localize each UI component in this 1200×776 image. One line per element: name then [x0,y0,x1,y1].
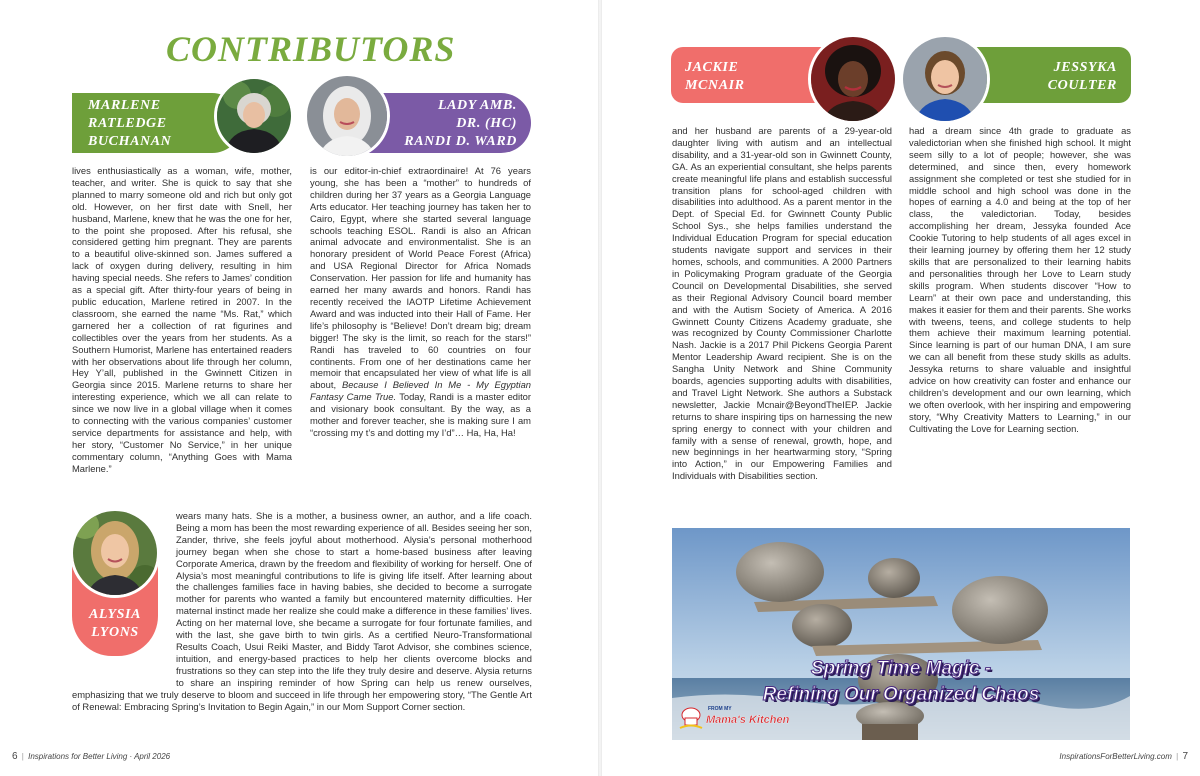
jessyka-name-line-2: COULTER [1047,78,1117,93]
right-page-number: 7 [1182,751,1188,762]
footer-divider: | [21,752,24,761]
right-page-footer [1059,751,1188,762]
jackie-bio-text: and her husband are parents of a 29-year-old daughter living with autism and an intellectual disability, and a 31-year-old son in Gwinnett County, GA. As an experiential consultant, she helps parents create meaningful life plans and establish successful transition plans for school-aged children with disabilities into adulthood. As a parent mentor in the Dept. of Special Ed. for Gwinnett County Public School Sys., she helps families understand the Individual Education Program for special education students navigate support and services in their homes, schools, and communities. A 2000 Partners in Policymaking Program graduate of the Georgia Council on Developmental Disabilities, she served as their Regional Advisory Council board member and with the Autism Society of America. A 2016 Gwinnett County Citizens Academy graduate, she was recognized by County Commissioner Charlotte Nash. Jackie is a 2017 Phil Pickens Georgia Parent Mentor Leadership Award recipient. She is on the Sangha Unity Network and Shine Community boards, agencies supporting adults with disabilities, and Travel Light Network. She authors a Substack newsletter, Jackie Mcnair@BeyondTheIEP. Jackie returns to share inspiring tips on harnessing the new spring energy to connect with your children and family with a sense of renewal, growth, hope, and new beginnings in her heartwarming story, “Spring into Action,” in our Empowering Families and Individuals with Disabilities section. [672,125,892,482]
logo-brand: Mama's Kitchen [706,714,790,726]
jackie-photo [808,34,898,124]
marlene-photo [214,76,294,156]
chef-hat-icon [678,706,704,732]
page-gutter [598,0,602,776]
jackie-name-line-2: MCNAIR [685,78,745,93]
randi-photo [304,73,390,159]
randi-bio-text: is our editor-in-chief extraordinaire! At 76 years young, she has been a “mother” to hundreds of children during her 37 years as a Georgia Language Arts educator. Her teaching journey has taken her to Cairo, Egypt, where she started several language schools teaching ESOL. Randi is also an African animal advocate and environmentalist. She is an honorary president of World Peace Forest (Africa) and USA Regional Director for Africa Nomads Conservation. Her passion for life and humanity has earned her many awards and honors. Randi has recently received the IAOTP Lifetime Achievement Award and was inducted into their Hall of Fame. Her life’s philosophy is “Believe! Don’t dream big; dream bigger! The sky is the limit, so reach for the stars!” Randi has traveled to 60 countries on four continents. From one of her destinations came her memoir that encapsulated her view of what life is all about, [310,165,531,391]
page-title: CONTRIBUTORS [166,29,456,69]
advert-headline-line-2: Refining Our Organized Chaos [762,684,1040,705]
alysia-bio-text: wears many hats. She is a mother, a business owner, an author, and a life coach. Being a mom has been the most rewarding experience of all. Besides seeing her son, Zander, thrive, she feels joyful about motherhood. Alysia’s personal motherhood journey began when she chose to start a home-based business after leaving Corporate America, drawn by the freedom and flexibility of working for herself. One of Alysia’s most meaningful contributions to life is giving life itself. After learning about the challenges families face in having babies, she decided to become a surrogate mother for parents who wanted a family but encountered maternity difficulties. Her maternal instinct made her realize she could make a difference in these families’ lives. Acting on her maternal love, she became a surrogate for four fortunate families, and with the last, she gave birth to twin girls. As a certified Neuro-Transformational Results Coach, Usui Reiki Master, and Biddy Tarot Advisor, she combines science, intuition, and energy-based practices to help her clients overcome blocks and frustrations so they can step into the life they truly desire and deserve. Alysia returns to share an inspiring reminder of how Spring can help us renew ourselves, emphasizing that we truly deserve to bloom and succeed in life through her empowering story, “The Gentle Art of Renewal: Embracing Spring’s Invitation to Begin Again,” in our Mom Support Corner section. [72,510,532,712]
marlene-name-line-3: BUCHANAN [88,134,172,149]
randi-bio-text-end: Today, Randi is a master editor and visionary book consultant. By the way, as a mother and forever teacher, she is making sure I am “crossing my t’s and dotting my I’d”… Ha, Ha, Ha! [310,391,531,438]
advert-headline-line-1: Spring Time Magic - [810,658,992,679]
marlene-name-line-2: RATLEDGE [88,116,167,131]
randi-portrait-icon [307,76,387,156]
jackie-bio [672,125,892,509]
spring-magic-advert[interactable] [672,528,1130,740]
randi-name-line-1: LADY AMB. [437,98,517,113]
randi-book-title: Because I Believed In Me - My Egyptian Fantasy Came True. [310,379,531,403]
jackie-portrait-icon [811,37,895,121]
left-page-number: 6 [12,751,18,762]
publication-name: Inspirations for Better Living · April 2026 [28,752,171,761]
marlene-bio-text: lives enthusiastically as a woman, wife, mother, teacher, and writer. She is quick to say that she planned to marry someone old and rich but only got old. However, on her first date with Snell, her husband, Marlene, knew that he was the one for her, to the point she proposed. After his refusal, she considered getting him pregnant. They are parents to a beautiful olive-skinned son. James suffered a lack of oxygen during delivery, resulting in him having special needs. She refers to James’ condition as a special gift. After thirty-four years of being in public education, Marlene retired in 2007. In the classroom, she earned the name “Ms. Rat,” which garnered her a collection of rat figurines and collectibles over the years from her students. As a Southern Humorist, Marlene has entertained readers with her observations about life through her column, Hey Y’all, published in the Gwinnett Citizen in Georgia since 2015. Marlene returns to share her interesting experience, which we all can relate to since we now live in a global village when it comes to connecting with the various companies’ customer service departments for assistance and help, with her story, “Customer No Service,” in her unique commentary column, “Anything Goes with Mama Marlene.” [72,165,292,474]
jessyka-bio [909,125,1131,477]
jessyka-bio-text: had a dream since 4th grade to graduate as valedictorian when she finished high school. It might seem silly to a lot of people; however, she was determined, and since then, every homework assignment she completed or test she studied for in middle school and high school was done in the hopes of earning a 4.0 and being at the top of her class, the valedictorian. Today, besides accomplishing her dream, Jessyka founded Ace Cookie Tutoring to help students of all ages excel in their learning journey by offering them her 12 study skills that are personalized to their learning habits and personalities through her Love to Learn study skills program. When students discover “How to Learn” at their own pace and understanding, this makes it easier for them and their parents. She works with tweens, teens, and college students to help them achieve their maximum learning potential. Since learning is part of our human DNA, I am sure we can all benefit from these study skills as adults. Jessyka returns to share valuable and insightful advice on how creativity can foster and enhance our children’s development and our own learning, which we often overlook, with her inspiring and empowering story, “Why Creativity Matters to Learning,” in our Cultivating the Love for Learning section. [909,125,1131,434]
jessyka-name-line-1: JESSYKA [1053,60,1117,75]
marlene-portrait-icon [217,79,291,153]
website-url[interactable]: InspirationsForBetterLiving.com [1059,752,1172,761]
mamas-kitchen-logo [678,706,794,734]
randi-name-line-3: RANDI D. WARD [404,134,517,149]
jackie-name-line-1: JACKIE [685,60,739,75]
randi-bio [310,165,531,465]
jessyka-portrait-icon [903,37,987,121]
jessyka-photo [900,34,990,124]
footer-divider-right: | [1176,752,1179,761]
alysia-bio [72,510,532,755]
alysia-name-line-2: LYONS [91,625,139,640]
marlene-name-line-1: MARLENE [88,98,161,113]
randi-name-line-2: DR. (HC) [456,116,517,131]
alysia-photo-wrap-space [72,510,176,677]
logo-tagline: FROM MY [708,706,732,712]
alysia-name-line-1: ALYSIA [88,607,142,622]
marlene-bio [72,165,292,483]
left-page-footer [12,751,170,762]
